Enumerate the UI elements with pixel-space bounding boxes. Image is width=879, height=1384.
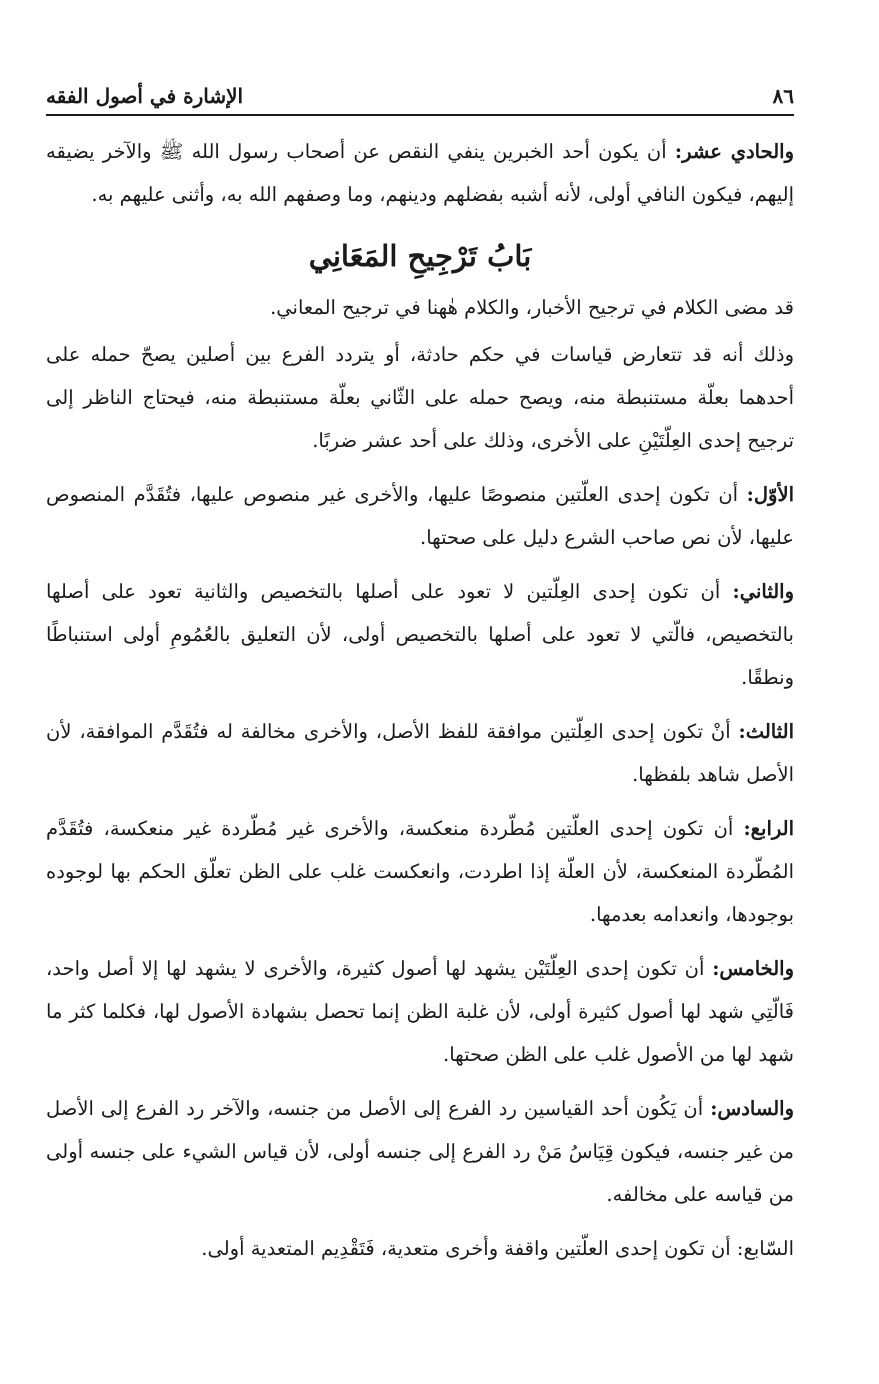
paragraph-fifth xyxy=(46,947,794,1076)
page-number: ٨٦ xyxy=(772,84,794,108)
book-page xyxy=(46,78,794,1281)
section-intro-detail: وذلك أنه قد تتعارض قياسات في حكم حادثة، أو يتردد الفرع بين أصلين يصحّ حمله على أحدهما بعلّة مستنبطة منه، ويصح حمله على الثّاني بعلّة مستنبطة منه، فيحتاج الناظر إلى ترجيح إحدى العِلّتَيْنِ على الأخرى، وذلك على أحد عشر ضربًا. xyxy=(46,343,794,452)
paragraph-text: أن يكون أحد الخبرين ينفي النقص عن أصحاب رسول الله ﷺ والآخر يضيقه إليهم، فيكون النافي أولى، لأنه أشبه بفضلهم ودينهم، وما وصفهم الله به، وأثنى عليهم به. xyxy=(46,140,794,206)
paragraph-text: أن تكون إحدى العلّتين منصوصًا عليها، والأخرى غير منصوص عليها، فتُقَدَّم المنصوص عليها، لأن نص صاحب الشرع دليل على صحتها. xyxy=(46,483,794,549)
paragraph-seventh xyxy=(46,1227,794,1270)
paragraph-text: أن تكون إحدى العلّتين مُطّردة منعكسة، والأخرى غير مُطّردة غير منعكسة، فتُقَدَّم المُطّردة المنعكسة، لأن العلّة إذا اطردت، وانعكست غلب على الظن تعلّق الحكم بها لوجوده بوجودها، وانعدامه بعدمها. xyxy=(46,817,794,926)
paragraph-text: أن يَكُون أحد القياسين رد الفرع إلى الأصل من جنسه، والآخر رد الفرع إلى الأصل من غير جنسه، فيكون قِيَاسُ مَنْ رد الفرع إلى جنسه أولى، لأن قياس الشيء على جنسه أولى من قياسه على مخالفه. xyxy=(46,1097,794,1206)
section-title: بَابُ تَرْجِيحِ المَعَانِي xyxy=(308,239,532,273)
paragraph-lead: الثالث: xyxy=(738,720,794,743)
paragraph-lead: الرابع: xyxy=(743,817,794,840)
paragraph-lead: والحادي عشر: xyxy=(674,140,794,163)
paragraph-lead: والسادس: xyxy=(710,1097,794,1120)
paragraph-third xyxy=(46,710,794,796)
paragraph-lead: والثاني: xyxy=(732,580,794,603)
paragraph-text: أن تكون إحدى العِلّتَيْن يشهد لها أصول كثيرة، والأخرى لا يشهد لها إلا أصل واحد، فَالّتِي شهد لها أصول كثيرة أولى، لأن غلبة الظن إنما تحصل بشهادة الأصول لها، فكلما كثر ما شهد لها من الأصول غلب على الظن صحتها. xyxy=(46,957,794,1066)
paragraph-sixth xyxy=(46,1087,794,1216)
section-intro: قد مضى الكلام في ترجيح الأخبار، والكلام هٰهنا في ترجيح المعاني. xyxy=(270,296,794,319)
book-title: الإشارة في أصول الفقه xyxy=(46,84,244,108)
header-rule xyxy=(46,114,794,116)
paragraph-fourth xyxy=(46,807,794,936)
paragraph-first xyxy=(46,473,794,559)
paragraph-second xyxy=(46,570,794,699)
paragraph-lead: الأوّل: xyxy=(746,483,794,506)
paragraph-lead: السّابع: xyxy=(736,1237,794,1260)
running-header xyxy=(46,78,794,114)
paragraph-text: أن تكون إحدى العلّتين واقفة وأخرى متعدية، فَتَقْدِيم المتعدية أولى. xyxy=(201,1237,737,1260)
paragraph-text: أنْ تكون إحدى العِلّتين موافقة للفظ الأصل، والأخرى مخالفة له فتُقَدَّم الموافقة، لأن الأصل شاهد بلفظها. xyxy=(46,720,794,786)
paragraph-lead: والخامس: xyxy=(712,957,794,980)
paragraph-text: أن تكون إحدى العِلّتين لا تعود على أصلها بالتخصيص والثانية تعود على أصلها بالتخصيص، فالّتي لا تعود على أصلها بالتخصيص أولى، لأن التعليق بالعُمُومِ أولى استنباطًا ونطقًا. xyxy=(46,580,794,689)
paragraph-eleventh xyxy=(46,130,794,216)
